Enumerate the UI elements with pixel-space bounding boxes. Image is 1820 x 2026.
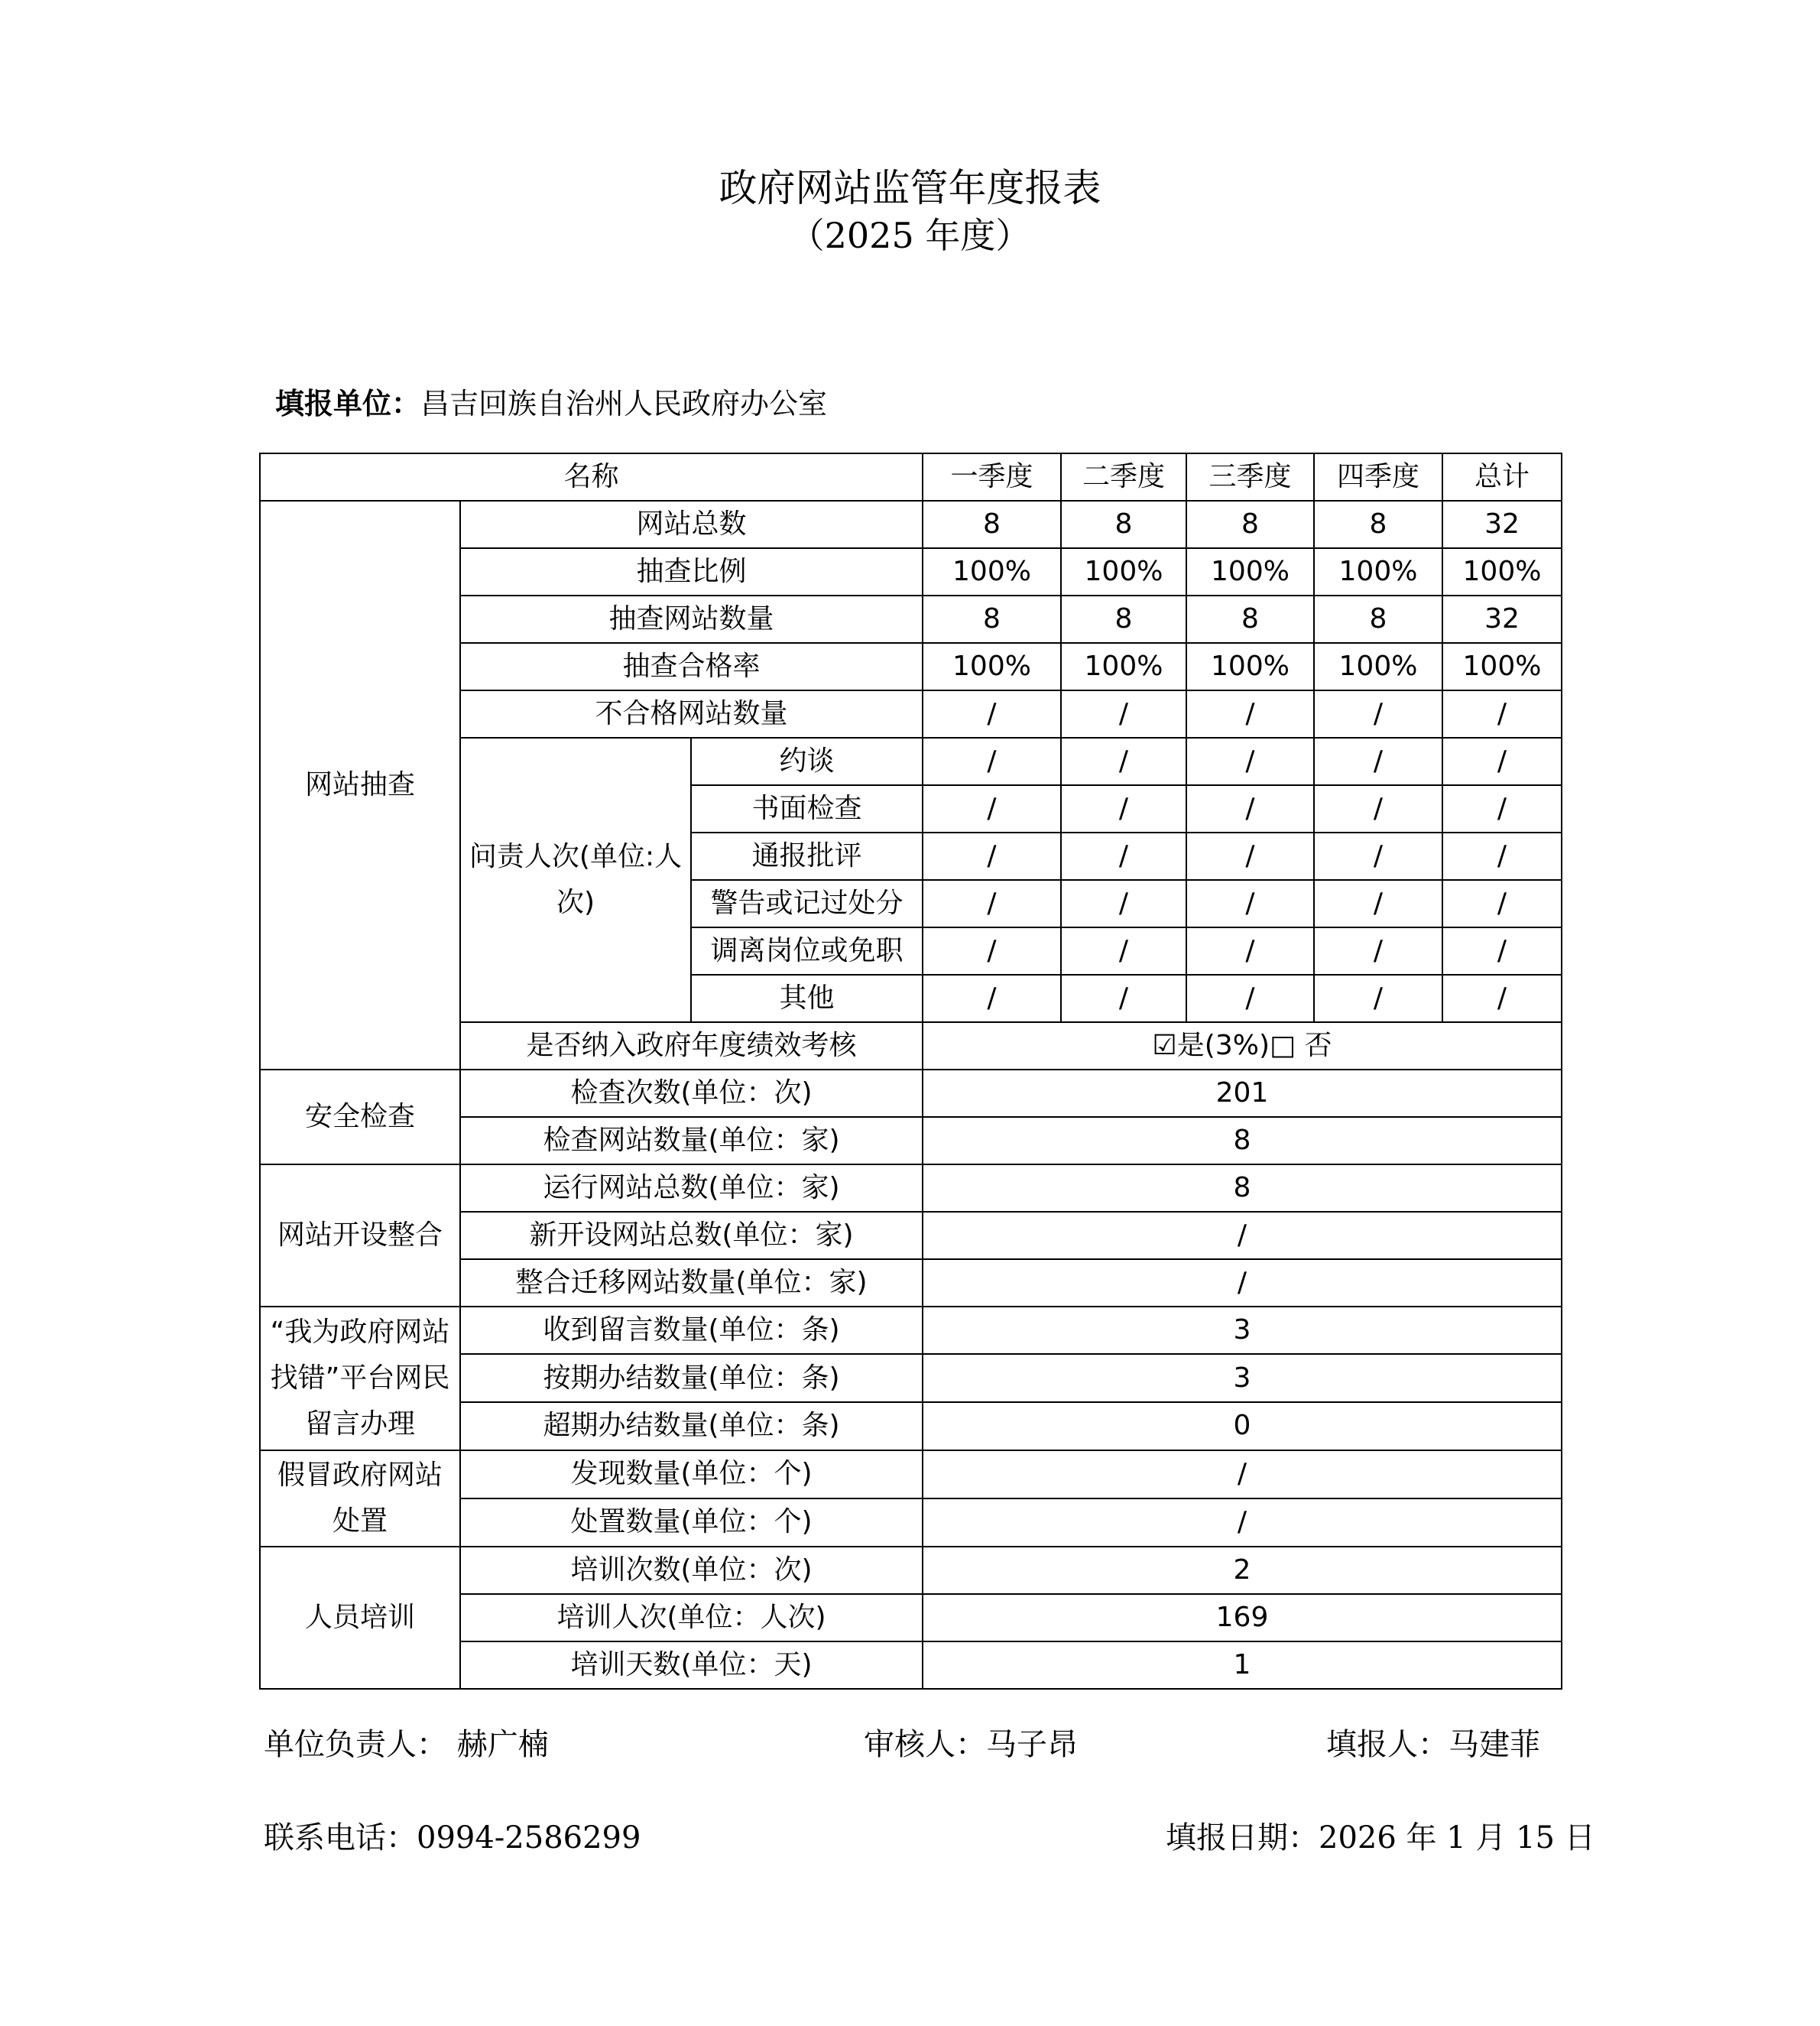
row-label: 收到留言数量(单位：条) [460,1307,923,1355]
cell-q2: 8 [1061,596,1186,643]
cell-total: 100% [1442,643,1562,690]
cell-q4: / [1314,785,1442,833]
row-label: 抽查比例 [460,548,923,596]
header-q4: 四季度 [1314,453,1442,501]
row-label: 检查网站数量(单位：家) [460,1117,923,1164]
cell-q1: / [923,690,1061,738]
row-value: 169 [923,1594,1562,1641]
row-label: 调离岗位或免职 [691,927,923,975]
cell-q1: / [923,833,1061,880]
row-label: 抽查合格率 [460,643,923,690]
cell-q4: / [1314,690,1442,738]
footer-reviewer: 审核人：马子昂 [864,1727,1078,1762]
row-label: 警告或记过处分 [691,880,923,927]
cell-q4: / [1314,975,1442,1022]
row-label: 是否纳入政府年度绩效考核 [460,1022,923,1070]
row-value: / [923,1498,1562,1547]
row-label: 网站总数 [460,501,923,548]
cell-q3: 8 [1186,596,1314,643]
row-value: 8 [923,1164,1562,1212]
row-value: / [923,1212,1562,1259]
cell-q1: 100% [923,643,1061,690]
row-value: / [923,1450,1562,1498]
row-value: 3 [923,1354,1562,1402]
cell-total: 32 [1442,501,1562,548]
cell-q4: 100% [1314,548,1442,596]
row-label: 检查次数(单位：次) [460,1070,923,1117]
checkbox-no[interactable]: □ 否 [1270,1029,1332,1061]
table-row [260,1547,1562,1594]
cell-q2: / [1061,833,1186,880]
cell-q4: 8 [1314,501,1442,548]
cell-q3: / [1186,833,1314,880]
cell-q2: / [1061,880,1186,927]
cell-q2: 100% [1061,548,1186,596]
cell-q4: / [1314,927,1442,975]
footer-date: 填报日期：2026 年 1 月 15 日 [1166,1820,1595,1856]
cell-q4: / [1314,880,1442,927]
row-value: 1 [923,1641,1562,1689]
row-label: 发现数量(单位：个) [460,1450,923,1498]
cell-q4: 8 [1314,596,1442,643]
cell-q2: / [1061,927,1186,975]
performance-choice [923,1022,1562,1070]
table-row [260,1164,1562,1212]
row-label: 运行网站总数(单位：家) [460,1164,923,1212]
category-training: 人员培训 [260,1547,460,1689]
report-year: （2025 年度） [789,215,1031,256]
row-label: 按期办结数量(单位：条) [460,1354,923,1402]
category-fake-sites: 假冒政府网站处置 [260,1450,460,1547]
cell-q4: / [1314,833,1442,880]
table-header-row [260,453,1562,501]
row-label: 新开设网站总数(单位：家) [460,1212,923,1259]
cell-total: / [1442,975,1562,1022]
row-value: 8 [923,1117,1562,1164]
cell-q3: / [1186,785,1314,833]
cell-q3: / [1186,690,1314,738]
table-row [260,501,1562,548]
table-row [260,1450,1562,1498]
cell-q3: / [1186,927,1314,975]
report-table [259,453,1562,1690]
cell-q4: 100% [1314,643,1442,690]
footer-phone: 联系电话：0994-2586299 [264,1820,641,1856]
cell-total: 100% [1442,548,1562,596]
header-q3: 三季度 [1186,453,1314,501]
row-label: 超期办结数量(单位：条) [460,1402,923,1450]
cell-q2: / [1061,738,1186,785]
cell-total: / [1442,738,1562,785]
row-value: 2 [923,1547,1562,1594]
footer-head: 单位负责人： 赫广楠 [264,1727,549,1762]
cell-q3: 100% [1186,643,1314,690]
header-name: 名称 [260,453,923,501]
row-label: 培训天数(单位：天) [460,1641,923,1689]
cell-total: / [1442,880,1562,927]
cell-q3: / [1186,975,1314,1022]
row-label: 培训人次(单位：人次) [460,1594,923,1641]
cell-total: / [1442,833,1562,880]
header-q2: 二季度 [1061,453,1186,501]
footer-filler: 填报人：马建菲 [1326,1727,1540,1762]
cell-q1: 8 [923,501,1061,548]
header-total: 总计 [1442,453,1562,501]
table-row [260,1070,1562,1117]
cell-q2: / [1061,690,1186,738]
row-label: 其他 [691,975,923,1022]
category-security: 安全检查 [260,1070,460,1164]
cell-total: / [1442,927,1562,975]
cell-q1: 100% [923,548,1061,596]
row-label: 约谈 [691,738,923,785]
cell-q1: / [923,738,1061,785]
row-value: 3 [923,1307,1562,1355]
cell-total: / [1442,690,1562,738]
checkbox-yes[interactable]: ☑是(3%) [1152,1029,1270,1061]
cell-q2: / [1061,785,1186,833]
row-value: 201 [923,1070,1562,1117]
cell-q1: 8 [923,596,1061,643]
cell-total: 32 [1442,596,1562,643]
cell-q4: / [1314,738,1442,785]
row-label: 培训次数(单位：次) [460,1547,923,1594]
table-row [260,1307,1562,1355]
cell-q3: / [1186,880,1314,927]
reporting-unit-value: 昌吉回族自治州人民政府办公室 [420,387,828,420]
row-value: 0 [923,1402,1562,1450]
cell-q1: / [923,975,1061,1022]
cell-q1: / [923,927,1061,975]
cell-total: / [1442,785,1562,833]
cell-q3: 8 [1186,501,1314,548]
row-label: 书面检查 [691,785,923,833]
row-value: / [923,1259,1562,1307]
page-title: 政府网站监管年度报表 [719,166,1101,210]
header-q1: 一季度 [923,453,1061,501]
row-label: 通报批评 [691,833,923,880]
reporting-unit-label: 填报单位： [275,387,421,420]
cell-q3: 100% [1186,548,1314,596]
accountability-label: 问责人次(单位:人次) [460,738,691,1022]
row-label: 不合格网站数量 [460,690,923,738]
cell-q2: 8 [1061,501,1186,548]
cell-q2: 100% [1061,643,1186,690]
cell-q3: / [1186,738,1314,785]
category-setup: 网站开设整合 [260,1164,460,1307]
cell-q1: / [923,880,1061,927]
category-spot-check: 网站抽查 [260,501,460,1070]
cell-q1: / [923,785,1061,833]
category-messages: “我为政府网站找错”平台网民留言办理 [260,1307,460,1450]
row-label: 抽查网站数量 [460,596,923,643]
reporting-unit [275,382,827,425]
row-label: 整合迁移网站数量(单位：家) [460,1259,923,1307]
row-label: 处置数量(单位：个) [460,1498,923,1547]
cell-q2: / [1061,975,1186,1022]
